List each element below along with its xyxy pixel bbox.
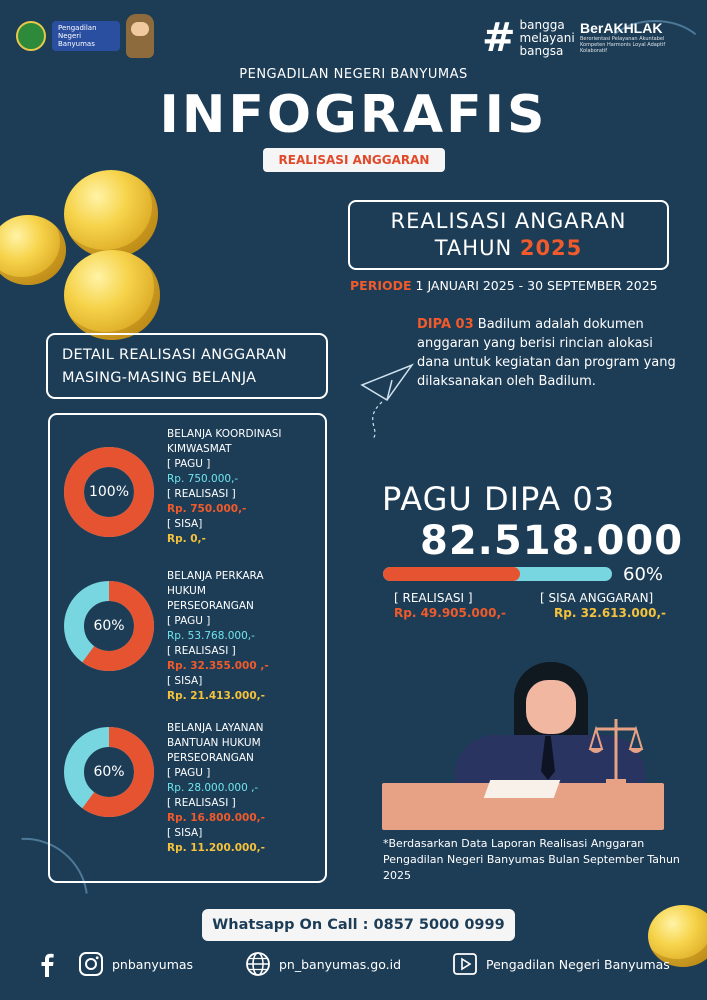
pagu-realisasi-value: Rp. 49.905.000,-: [394, 606, 507, 620]
donut-percent-label: 60%: [93, 764, 125, 780]
facebook-link[interactable]: [34, 951, 60, 977]
facebook-icon: [34, 951, 60, 977]
pagu-value: Rp. 53.768.000,-: [167, 630, 255, 642]
realisasi-label: [ REALISASI ]: [167, 645, 236, 657]
realisasi-progress-bar: [383, 567, 612, 581]
dipa-label: DIPA 03: [417, 317, 474, 332]
court-name: PENGADILAN NEGERI BANYUMAS: [239, 67, 468, 82]
mascot-illustration: [126, 14, 154, 58]
item-name-line: BELANJA PERKARA: [167, 570, 264, 582]
court-seal-logo: [16, 21, 46, 51]
spending-detail-panel: [48, 413, 327, 883]
realisasi-label: [ REALISASI ]: [167, 488, 236, 500]
pagu-value: Rp. 28.000.000 ,-: [167, 782, 259, 794]
bangga-line: bangsa: [519, 43, 564, 58]
hash-icon: #: [482, 15, 516, 61]
bangga-line: bangga: [519, 17, 565, 32]
pagu-dipa-title: PAGU DIPA 03: [382, 480, 616, 518]
progress-percent-label: 60%: [623, 564, 664, 585]
period-line: [350, 278, 658, 293]
dipa-text: Badilum adalah dokumen anggaran yang berisi rincian alokasi dana untuk kegiatan dan program yang dilaksanakan oleh Badilum.: [417, 317, 676, 389]
scales-of-justice-icon: [588, 715, 644, 785]
period-label: PERIODE: [350, 278, 412, 293]
youtube-channel: Pengadilan Negeri Banyumas: [486, 956, 670, 972]
item-name-line: BANTUAN HUKUM: [167, 737, 261, 749]
detail-header-box: [46, 333, 328, 399]
sisa-value: Rp. 11.200.000,-: [167, 842, 266, 854]
dipa-description: [417, 315, 679, 391]
donut-chart: [62, 445, 156, 539]
sisa-value: Rp. 21.413.000,-: [167, 690, 266, 702]
sisa-label: [ SISA]: [167, 827, 203, 839]
bangga-line: melayani: [519, 30, 575, 45]
pagu-label: [ PAGU ]: [167, 458, 211, 470]
realisasi-box-line1: REALISASI ANGARAN: [390, 209, 627, 233]
paper-illustration: [484, 780, 561, 798]
court-chip: Pengadilan Negeri Banyumas: [52, 21, 120, 51]
berakhlak-title: BerAKHLAK: [580, 20, 663, 36]
realisasi-box-prefix: TAHUN: [434, 236, 520, 260]
sisa-label: [ SISA]: [167, 518, 203, 530]
realisasi-year-box: [348, 200, 669, 270]
item-name-line: PERSEORANGAN: [167, 752, 254, 764]
subtitle-pill: REALISASI ANGGARAN: [263, 148, 445, 172]
berakhlak-logo: [580, 20, 680, 54]
instagram-handle: pnbanyumas: [112, 956, 194, 972]
instagram-link[interactable]: [78, 951, 193, 977]
item-name-line: BELANJA LAYANAN: [167, 722, 264, 734]
donut-percent-label: 100%: [88, 484, 130, 500]
gold-coin-decoration: [0, 215, 66, 285]
pagu-sisa-label: [ SISA ANGGARAN]: [540, 591, 654, 605]
gold-coin-decoration: [64, 170, 158, 258]
detail-header-line1: DETAIL REALISASI ANGGARAN: [62, 347, 287, 363]
realisasi-progress-fill: [383, 567, 520, 581]
realisasi-box-line2: [350, 235, 667, 262]
berakhlak-subtitle: Berorientasi Pelayanan Akuntabel Kompeten Harmonis Loyal Adaptif Kolaboratif: [580, 36, 666, 54]
sisa-value: Rp. 0,-: [167, 533, 206, 545]
item-name-line: BELANJA KOORDINASI: [167, 428, 282, 440]
website-url: pn_banyumas.go.id: [279, 956, 402, 972]
globe-icon: [245, 951, 271, 977]
donut-chart: [62, 579, 156, 673]
item-name-line: HUKUM: [167, 585, 206, 597]
person-face-illustration: [526, 680, 576, 734]
item-name-line: PERSEORANGAN: [167, 600, 254, 612]
pagu-realisasi-label: [ REALISASI ]: [394, 591, 473, 605]
realisasi-value: Rp. 750.000,-: [167, 503, 247, 515]
youtube-link[interactable]: [452, 951, 670, 977]
spending-item: [167, 427, 327, 547]
pagu-value: Rp. 750.000,-: [167, 473, 239, 485]
page-title: INFOGRAFIS: [159, 85, 548, 145]
header-logos: [16, 14, 154, 58]
footnote: *Berdasarkan Data Laporan Realisasi Anggaran Pengadilan Negeri Banyumas Bulan September Tahun 2025: [383, 837, 680, 882]
play-icon: [452, 951, 478, 977]
donut-percent-label: 60%: [93, 618, 125, 634]
realisasi-value: Rp. 16.800.000,-: [167, 812, 266, 824]
whatsapp-contact-button[interactable]: Whatsapp On Call : 0857 5000 0999: [202, 909, 515, 941]
spending-item: [167, 569, 327, 704]
spending-item: [167, 721, 327, 856]
realisasi-label: [ REALISASI ]: [167, 797, 236, 809]
period-value: 1 JANUARI 2025 - 30 SEPTEMBER 2025: [415, 278, 658, 293]
pagu-label: [ PAGU ]: [167, 767, 211, 779]
website-link[interactable]: [245, 951, 401, 977]
sisa-label: [ SISA]: [167, 675, 203, 687]
pagu-sisa-value: Rp. 32.613.000,-: [554, 606, 667, 620]
realisasi-year: 2025: [519, 236, 583, 260]
pagu-label: [ PAGU ]: [167, 615, 211, 627]
detail-header-line2: MASING-MASING BELANJA: [62, 370, 257, 386]
item-name-line: KIMWASMAT: [167, 443, 232, 455]
donut-chart: [62, 725, 156, 819]
gold-coin-decoration: [64, 250, 160, 340]
instagram-icon: [78, 951, 104, 977]
pagu-dipa-amount: 82.518.000: [420, 518, 684, 564]
bangga-melayani-logo: [482, 15, 575, 61]
realisasi-value: Rp. 32.355.000 ,-: [167, 660, 269, 672]
